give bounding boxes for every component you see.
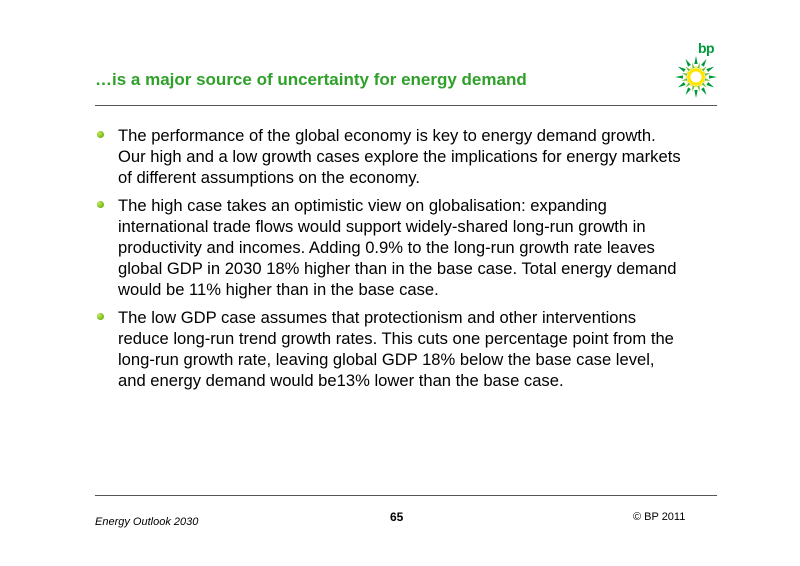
bullet-text: The performance of the global economy is key to energy demand growth. Our high and a low growth cases explore the implications for energy markets of different assumptions on the economy. [118,126,681,187]
footer-publication-title: Energy Outlook 2030 [95,516,199,528]
bullet-item [95,195,685,300]
page-number: 65 [390,510,404,524]
bullet-icon [97,313,104,320]
helios-sun-icon [674,55,718,99]
page-title: …is a major source of uncertainty for energy demand [95,70,527,89]
bullet-icon [97,201,104,208]
bullet-item [95,307,685,391]
bullet-text: The high case takes an optimistic view on globalisation: expanding international trade flows would support widely-shared long-run growth in productivity and incomes. Adding 0.9% to the long-run growth rate leaves global GDP in 2030 18% higher than in the base case. Total energy demand would be 11% higher than in the base case. [118,196,677,299]
title-divider [95,105,717,106]
bullet-icon [97,131,104,138]
bullet-item [95,125,685,188]
bp-logo-text: bp [698,40,715,56]
footer-divider [95,495,717,496]
copyright: © BP 2011 [633,511,686,523]
bullet-text: The low GDP case assumes that protectionism and other interventions reduce long-run trend growth rates. This cuts one percentage point from the long-run growth rate, leaving global GDP 18% below the base case level, and energy demand would be13% lower than the base case. [118,308,674,390]
bullet-list [95,125,685,398]
